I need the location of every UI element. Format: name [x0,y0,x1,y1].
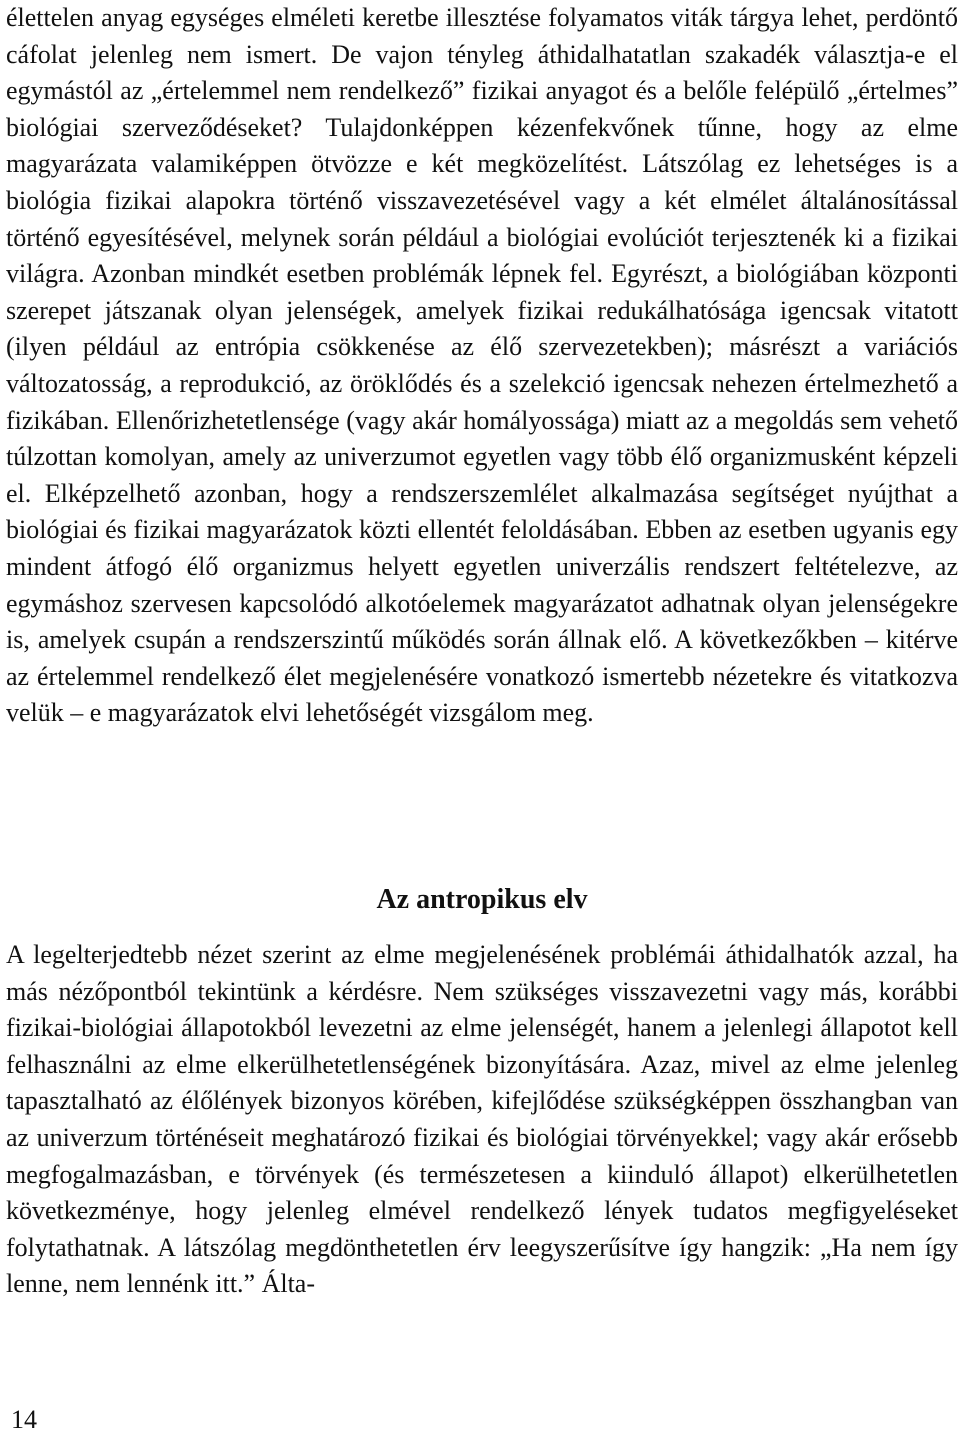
page-number: 14 [11,1405,37,1434]
body-paragraph-intro: élettelen anyag egységes elméleti keretbe illesztése folyamatos viták tárgya lehet, perdöntő cáfolat jelenleg nem ismert. De vajon tényleg áthidalhatatlan szakadék választja-e el egymástól az „értelemmel nem rendelkező” fizikai anyagot és a belőle felépülő „értelmes” biológiai szerveződéseket? Tulajdonképpen kézenfekvőnek tűnne, hogy az elme magyarázata valamiképpen ötvözze e két megközelítést. Látszólag ez lehetséges is a biológia fizikai alapokra történő visszavezetésével vagy a két elmélet általánosítással történő egyesítésével, melynek során például a biológiai evolúciót terjesztenék ki a fizikai világra. Azonban mindkét esetben problémák lépnek fel. Egyrészt, a biológiában központi szerepet játszanak olyan jelenségek, amelyek fizikai redukálhatósága igencsak vitatott (ilyen például az entrópia csökkenése az élő szervezetekben); másrészt a variációs változatosság, a reprodukció, az öröklődés és a szelekció igencsak nehezen értelmezhető a fizikában. Ellenőrizhetetlensége (vagy akár homályossága) miatt az a megoldás sem vehető túlzottan komolyan, amely az univerzumot egyetlen vagy több élő organizmusként képzeli el. Elképzelhető azonban, hogy a rendszerszemlélet alkalmazása segítséget nyújthat a biológiai és fizikai magyarázatok közti ellentét feloldásában. Ebben az esetben ugyanis egy mindent átfogó élő organizmus helyett egyetlen univerzális rendszert feltételezve, az egymáshoz szervesen kapcsolódó alkotóelemek magyarázatot adhatnak olyan jelenségekre is, amelyek csupán a rendszerszintű működés során állnak elő. A következőkben – kitérve az értelemmel rendelkező élet megjelenésére vonatkozó ismertebb nézetekre és vitatkozva velük – e magyarázatok elvi lehetőségét vizsgálom meg. [6,3,958,728]
section-heading: Az antropikus elv [376,884,588,915]
document-page [6,0,958,1448]
body-paragraph-anthropic: A legelterjedtebb nézet szerint az elme megjelenésének problémái áthidalhatók azzal, ha más nézőpontból tekintünk a kérdésre. Nem szükséges visszavezetni vagy más, korábbi fizikai-biológiai állapotokból levezetni az elme jelenségét, hanem a jelenlegi állapotot kell felhasználni az elme elkerülhetetlenségének bizonyítására. Azaz, mivel az elme jelenleg tapasztalható az élőlények bizonyos körében, kifejlődése szükségképpen összhangban van az univerzum történéseit meghatározó fizikai és biológiai törvényekkel; vagy akár erősebb megfogalmazásban, e törvények (és természetesen a kiinduló állapot) elkerülhetetlen következménye, hogy jelenleg elmével rendelkező lények tudatos megfigyeléseket folytathatnak. A látszólag megdönthetetlen érv leegyszerűsítve így hangzik: „Ha nem így lenne, nem lennénk itt.” Álta- [6,940,958,1299]
